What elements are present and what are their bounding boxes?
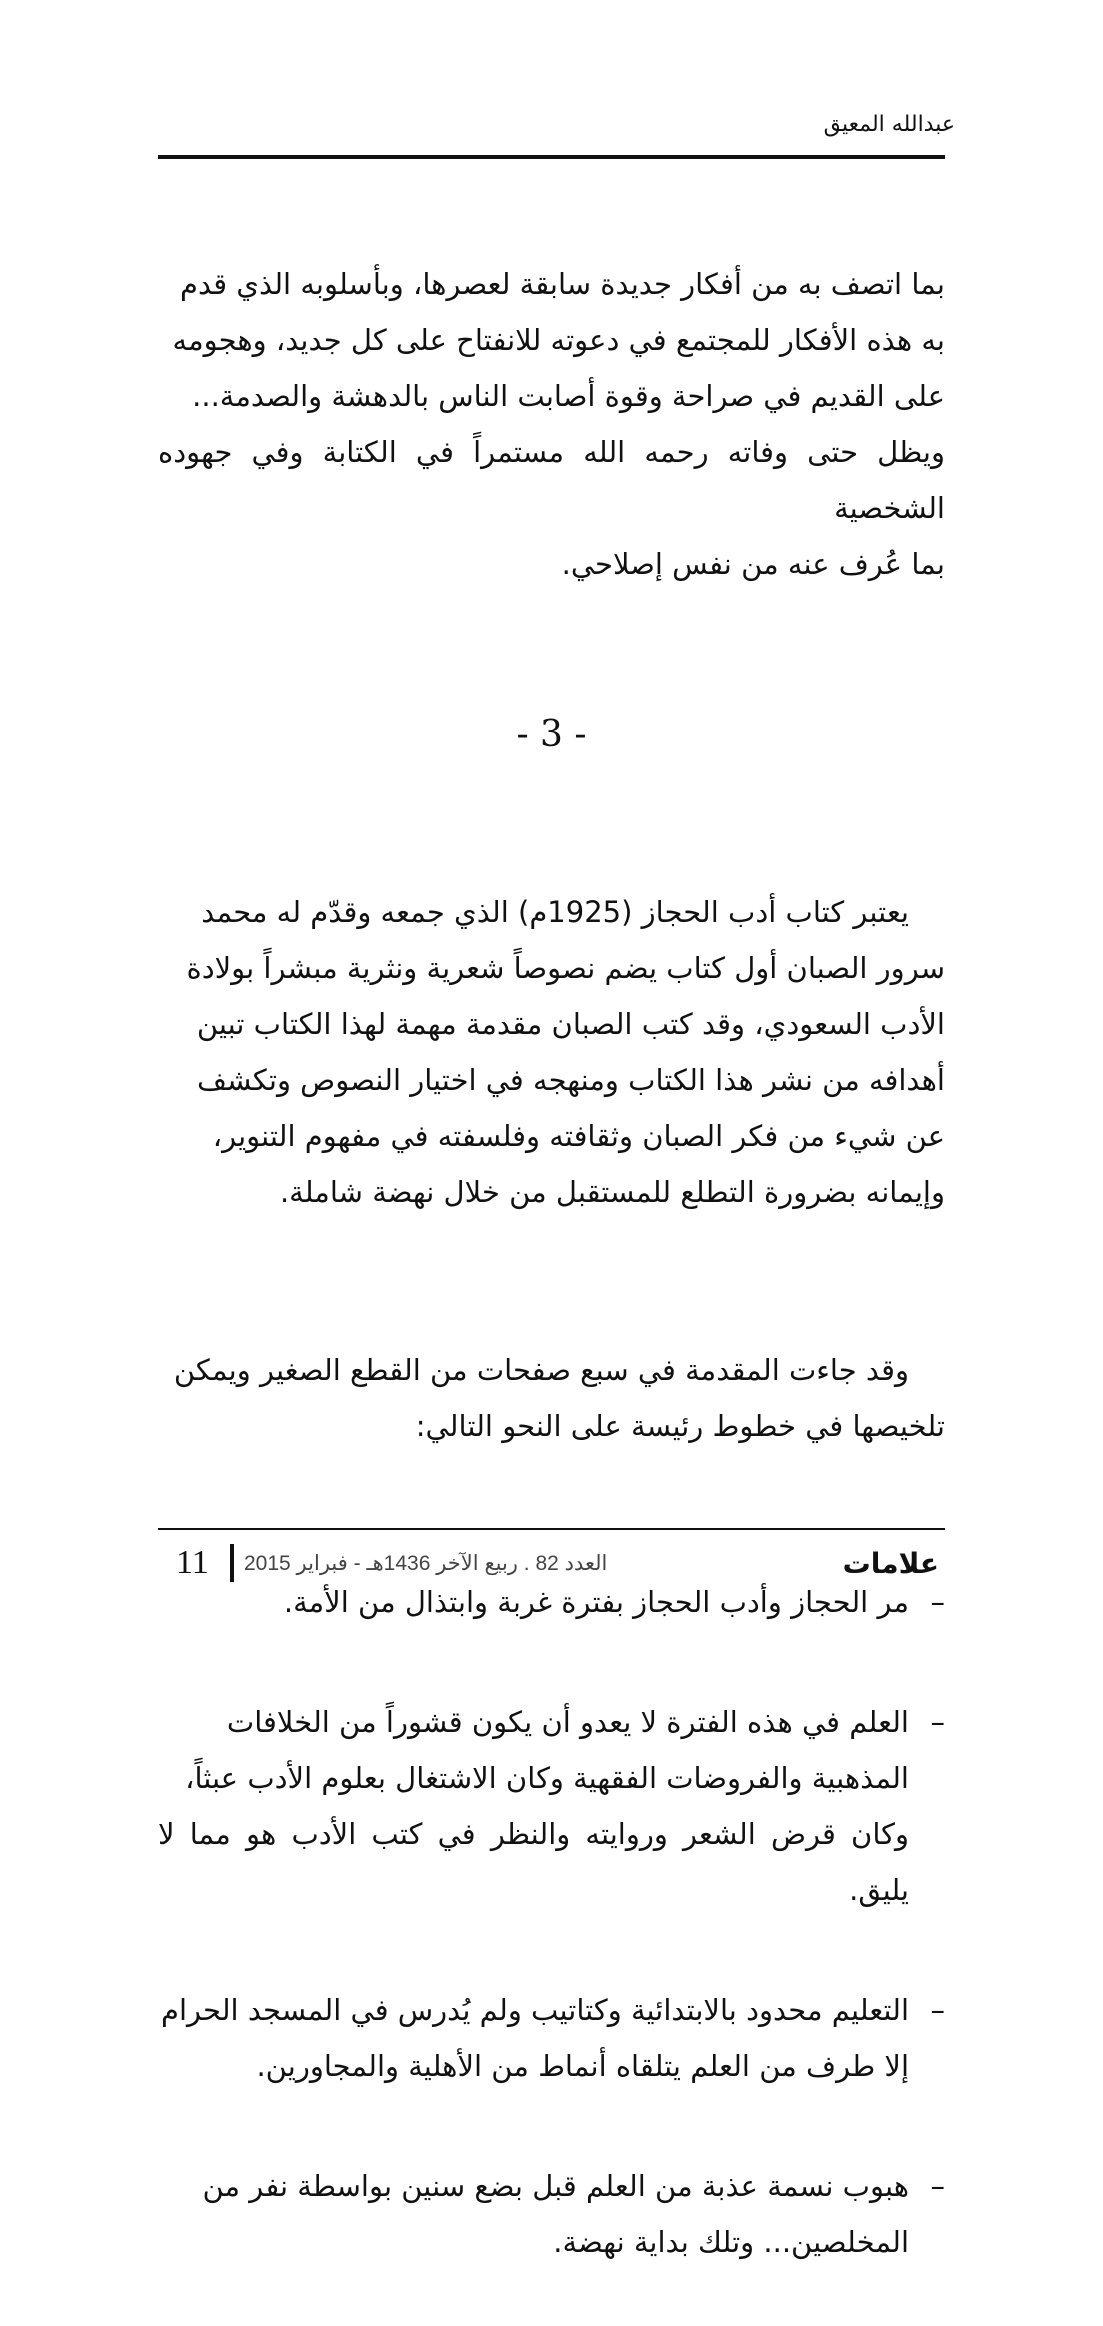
- bullet-marker: –: [930, 1585, 945, 1619]
- bullet-text: مر الحجاز وأدب الحجاز بفترة غربة وابتذال من الأمة.: [283, 1585, 909, 1619]
- bullet-text: العلم في هذه الفترة لا يعدو أن يكون قشوراً من الخلافات المذهبية والفروضات الفقهية وكان الاشتغال بعلوم الأدب عبثاً، وكان قرض الشعر وروايته والنظر في كتب الأدب هو مما لا يليق.: [158, 1705, 909, 1907]
- footer-rule: [158, 1528, 945, 1530]
- issue-info: العدد 82 . ربيع الآخر 1436هـ - فبراير 2015: [244, 1551, 608, 1575]
- header-rule: [158, 155, 945, 159]
- paragraph: بما اتصف به من أفكار جديدة سابقة لعصرها، وبأسلوبه الذي قدم به هذه الأفكار للمجتمع في دعوته للانفتاح على كل جديد، وهجومه على القديم في صراحة وقوة أصابت الناس بالدهشة والصدمة... ويظل حتى وفاته رحمه الله مستمراً في الكتابة وفي جهوده الشخصية بما عُرف عنه من نفس إصلاحي.: [158, 267, 945, 581]
- bullet-item: [158, 1694, 945, 1918]
- running-header-author: عبدالله المعيق: [823, 112, 955, 137]
- magazine-logo: علامات: [842, 1546, 939, 1580]
- bullet-text: التعليم محدود بالابتدائية وكتاتيب ولم يُدرس في المسجد الحرام إلا طرف من العلم يتلقاه أنماط من الأهلية والمجاورين.: [160, 1993, 909, 2083]
- bullet-text: هبوب نسمة عذبة من العلم قبل بضع سنين بواسطة نفر من المخلصين... وتلك بداية نهضة.: [202, 2169, 909, 2259]
- bullet-item: [158, 1982, 945, 2094]
- paragraph: يعتبر كتاب أدب الحجاز (1925م) الذي جمعه وقدّم له محمد سرور الصبان أول كتاب يضم نصوصاً شعرية ونثرية مبشراً بولادة الأدب السعودي، وقد كتب الصبان مقدمة مهمة لهذا الكتاب تبين أهدافه من نشر هذا الكتاب ومنهجه في اختيار النصوص وتكشف عن شيء من فكر الصبان وثقافته وفلسفته في مفهوم التنوير، وإيمانه بضرورة التطلع للمستقبل من خلال نهضة شاملة.: [186, 895, 945, 1209]
- body-text: [158, 200, 945, 2326]
- page-number: 11: [176, 1544, 209, 1581]
- bullet-marker: –: [930, 1705, 945, 1739]
- footer-divider: [230, 1544, 234, 1582]
- page-footer: [158, 1542, 945, 1584]
- bullet-marker: –: [930, 2169, 945, 2203]
- paragraph: وقد جاءت المقدمة في سبع صفحات من القطع الصغير ويمكن تلخيصها في خطوط رئيسة على النحو التالي:: [173, 1353, 945, 1443]
- bullet-item: [158, 2158, 945, 2270]
- bullet-marker: –: [930, 1993, 945, 2027]
- section-number: - 3 -: [516, 714, 587, 755]
